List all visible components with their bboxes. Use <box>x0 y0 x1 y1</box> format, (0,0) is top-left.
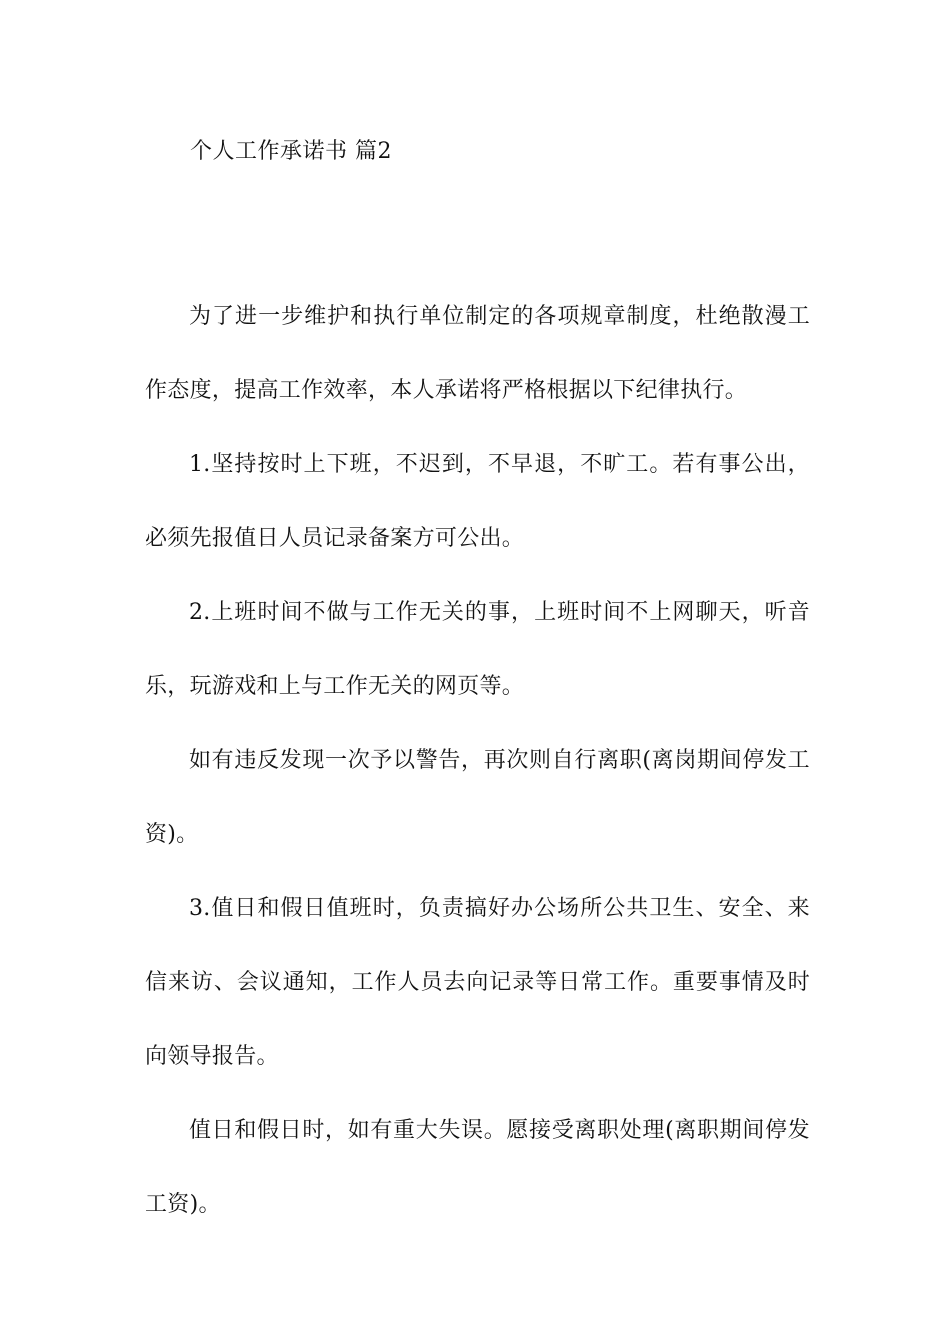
paragraph-rule-2: 2.上班时间不做与工作无关的事，上班时间不上网聊天，听音乐，玩游戏和上与工作无关的网页等。 <box>145 600 810 699</box>
paragraph-rule-1: 1.坚持按时上下班，不迟到，不早退，不旷工。若有事公出，必须先报值日人员记录备案方可公出。 <box>145 452 810 551</box>
paragraph-rule-3: 3.值日和假日值班时，负责搞好办公场所公共卫生、安全、来信来访、会议通知，工作人员去向记录等日常工作。重要事情及时向领导报告。 <box>145 896 810 1069</box>
paragraph-penalty-1: 如有违反发现一次予以警告，再次则自行离职(离岗期间停发工资)。 <box>145 748 810 847</box>
paragraph-penalty-2: 值日和假日时，如有重大失误。愿接受离职处理(离职期间停发工资)。 <box>145 1118 810 1217</box>
document-title: 个人工作承诺书 篇2 <box>190 139 392 164</box>
document-body <box>145 280 810 1242</box>
paragraph-intro: 为了进一步维护和执行单位制定的各项规章制度，杜绝散漫工作态度，提高工作效率，本人承诺将严格根据以下纪律执行。 <box>145 304 810 403</box>
